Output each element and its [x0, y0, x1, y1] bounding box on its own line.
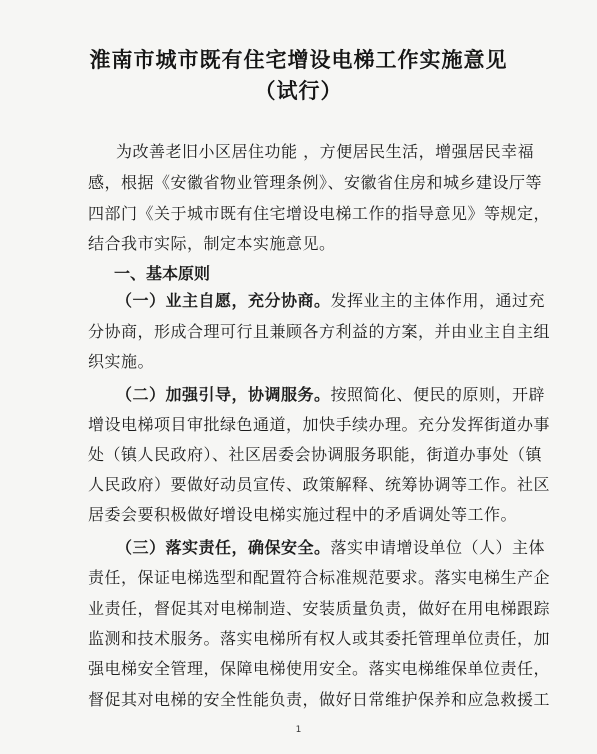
section-heading: 一、基本原则 — [114, 264, 211, 283]
paragraph-line: 人民政府）要做好动员宣传、政策解释、统筹协调等工作。社区 — [88, 475, 551, 494]
intro-line: 感，根据《安徽省物业管理条例》、安徽省住房和城乡建设厅等 — [88, 173, 543, 192]
page-number: 1 — [295, 725, 302, 735]
paragraph-line: 督促其对电梯的安全性能负责，做好日常维护保养和应急救援工 — [88, 690, 551, 709]
paragraph-text: 发挥业主的主体作用，通过充 — [330, 291, 546, 310]
paragraph-line: 居委会要积极做好增设电梯实施过程中的矛盾调处等工作。 — [88, 505, 518, 524]
paragraph-line — [116, 386, 545, 404]
document-subtitle: （试行） — [254, 79, 343, 103]
document-title: 淮南市城市既有住宅增设电梯工作实施意见 — [89, 48, 508, 72]
intro-line: 为改善老旧小区居住功能 ，方便居民生活，增强居民幸福 — [116, 142, 535, 161]
paragraph-text: 按照简化、便民的原则，开辟 — [330, 385, 546, 404]
paragraph-line: 责任，保证电梯选型和配置符合标准规范要求。落实电梯生产企 — [88, 568, 551, 587]
paragraph-line — [116, 539, 545, 557]
paragraph-line: 监测和技术服务。落实电梯所有权人或其委托管理单位责任，加 — [88, 629, 551, 648]
subheading: （二）加强引导，协调服务。 — [116, 385, 331, 404]
paragraph-line: 增设电梯项目审批绿色通道，加快手续办理。充分发挥街道办事 — [88, 415, 551, 434]
paragraph-line: 业责任，督促其对电梯制造、安装质量负责，做好在用电梯跟踪 — [88, 599, 551, 618]
subheading: （三）落实责任，确保安全。 — [116, 538, 331, 557]
paragraph-line: 处（镇人民政府）、社区居委会协调服务职能，街道办事处（镇 — [88, 445, 543, 464]
subheading: （一）业主自愿，充分协商。 — [116, 291, 331, 310]
paragraph-text: 落实申请增设单位（人）主体 — [330, 538, 546, 557]
intro-line: 四部门《关于城市既有住宅增设电梯工作的指导意见》等规定， — [88, 204, 551, 223]
paragraph-line: 织实施。 — [88, 352, 155, 371]
paragraph-line: 分协商，形成合理可行且兼顾各方利益的方案，并由业主自主组 — [88, 322, 551, 341]
intro-line: 结合我市实际，制定本实施意见。 — [88, 234, 336, 253]
paragraph-line — [116, 292, 545, 310]
paragraph-line: 强电梯安全管理，保障电梯使用安全。落实电梯维保单位责任， — [88, 659, 551, 678]
